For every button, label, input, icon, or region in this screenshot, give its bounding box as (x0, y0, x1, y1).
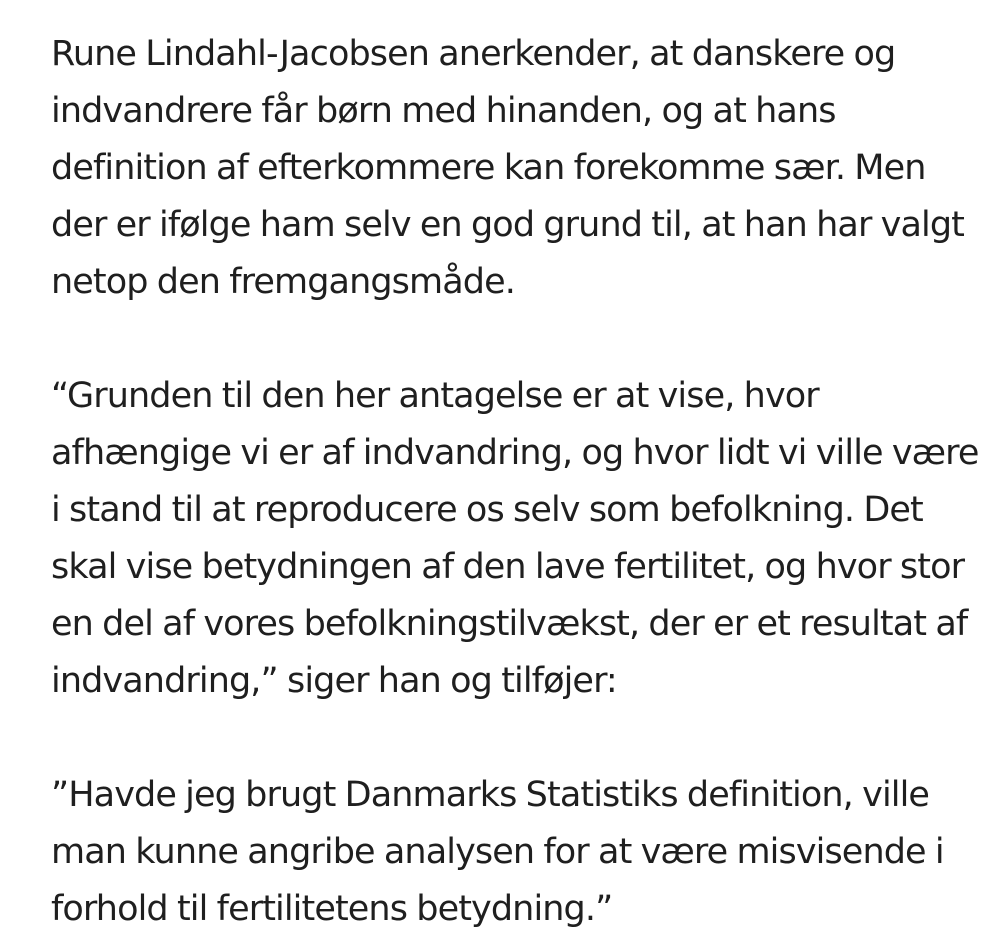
paragraph-line: indvandrere får børn med hinanden, og at hans (51, 91, 836, 131)
paragraph-intro (51, 26, 991, 311)
article-body (51, 26, 991, 938)
paragraph-line: man kunne angribe analysen for at være misvisende i (51, 832, 944, 872)
paragraph-line: ”Havde jeg brugt Danmarks Statistiks definition, ville (51, 775, 930, 815)
paragraph-line: der er ifølge ham selv en god grund til, at han har valgt (51, 205, 965, 245)
paragraph-line: Rune Lindahl-Jacobsen anerkender, at danskere og (51, 34, 896, 74)
paragraph-line: definition af efterkommere kan forekomme sær. Men (51, 148, 926, 188)
paragraph-line: indvandring,” siger han og tilføjer: (51, 661, 617, 701)
paragraph-line: netop den fremgangsmåde. (51, 262, 515, 302)
paragraph-line: en del af vores befolkningstilvækst, der er et resultat af (51, 604, 968, 644)
paragraph-quote-2 (51, 767, 991, 938)
paragraph-line: afhængige vi er af indvandring, og hvor lidt vi ville være (51, 433, 979, 473)
paragraph-line: forhold til fertilitetens betydning.” (51, 889, 613, 929)
paragraph-quote-1 (51, 368, 991, 710)
paragraph-line: skal vise betydningen af den lave fertilitet, og hvor stor (51, 547, 965, 587)
paragraph-line: i stand til at reproducere os selv som befolkning. Det (51, 490, 923, 530)
paragraph-line: “Grunden til den her antagelse er at vise, hvor (51, 376, 819, 416)
